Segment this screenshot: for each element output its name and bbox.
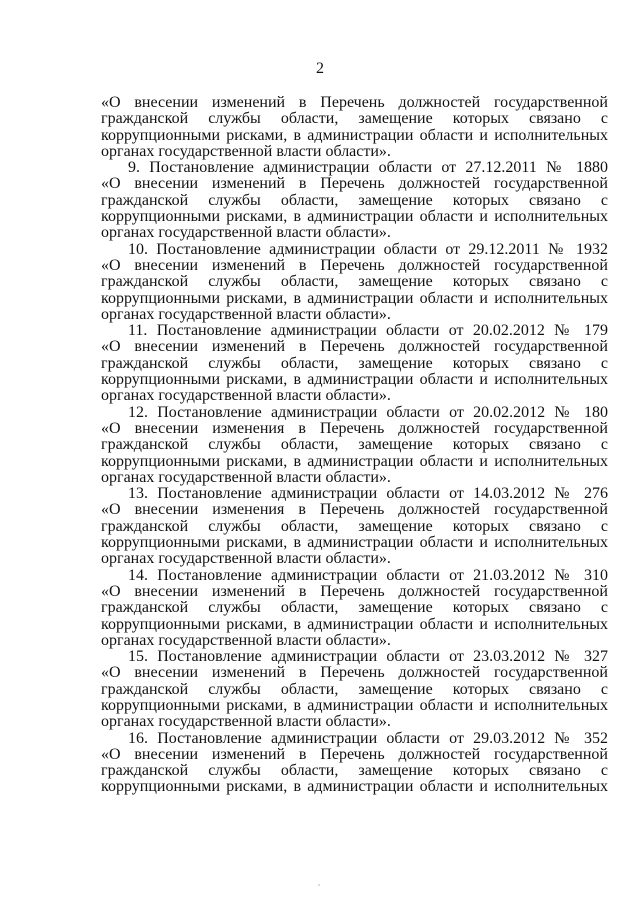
text-line: «О внесении изменений в Перечень должностей государственной — [101, 745, 608, 763]
paragraph-first-line: 9. Постановление администрации области от 27.12.2011 № 1880 — [128, 159, 608, 177]
text-line: коррупционными рисками, в администрации области и исполнительных — [101, 208, 608, 226]
text-line: органах государственной власти области». — [101, 631, 391, 649]
text-line: органах государственной власти области». — [101, 142, 391, 160]
text-line: гражданской службы области, замещение которых связано с — [101, 680, 608, 698]
text-line: «О внесении изменений в Перечень должностей государственной — [101, 338, 608, 356]
text-line: гражданской службы области, замещение которых связано с — [101, 110, 608, 128]
text-line: коррупционными рисками, в администрации области и исполнительных — [101, 452, 608, 470]
text-line: коррупционными рисками, в администрации области и исполнительных — [101, 289, 608, 307]
paragraph-first-line: 15. Постановление администрации области от 23.03.2012 № 327 — [128, 648, 608, 666]
text-line: органах государственной власти области». — [101, 224, 391, 242]
paragraph-first-line: 14. Постановление администрации области от 21.03.2012 № 310 — [128, 566, 608, 584]
text-line: гражданской службы области, замещение которых связано с — [101, 517, 608, 535]
text-line: органах государственной власти области». — [101, 468, 391, 486]
scan-speck — [318, 884, 320, 886]
text-line: коррупционными рисками, в администрации области и исполнительных — [101, 534, 608, 552]
text-line: гражданской службы области, замещение которых связано с — [101, 436, 608, 454]
text-line: «О внесении изменений в Перечень должностей государственной — [101, 256, 608, 274]
document-body — [101, 95, 608, 796]
text-line: коррупционными рисками, в администрации области и исполнительных — [101, 778, 608, 796]
text-line: гражданской службы области, замещение которых связано с — [101, 273, 608, 291]
text-line: гражданской службы области, замещение которых связано с — [101, 762, 608, 780]
text-line: «О внесении изменений в Перечень должностей государственной — [101, 175, 608, 193]
text-line: органах государственной власти области». — [101, 387, 391, 405]
paragraph-first-line: 16. Постановление администрации области от 29.03.2012 № 352 — [128, 729, 608, 747]
text-line: «О внесении изменений в Перечень должностей государственной — [101, 664, 608, 682]
text-line: «О внесении изменений в Перечень должностей государственной — [101, 582, 608, 600]
text-line: гражданской службы области, замещение которых связано с — [101, 191, 608, 209]
text-line: «О внесении изменений в Перечень должностей государственной — [101, 94, 608, 111]
paragraph-first-line: 12. Постановление администрации области от 20.02.2012 № 180 — [128, 403, 608, 421]
text-line: коррупционными рисками, в администрации области и исполнительных — [101, 371, 608, 389]
page-number: 2 — [316, 60, 324, 77]
paragraph-first-line: 10. Постановление администрации области от 29.12.2011 № 1932 — [128, 240, 608, 258]
text-line: коррупционными рисками, в администрации области и исполнительных — [101, 126, 608, 144]
text-line: гражданской службы области, замещение которых связано с — [101, 354, 608, 372]
text-line: гражданской службы области, замещение которых связано с — [101, 599, 608, 617]
paragraph-first-line: 11. Постановление администрации области от 20.02.2012 № 179 — [128, 322, 608, 340]
paragraph-first-line: 13. Постановление администрации области от 14.03.2012 № 276 — [128, 485, 608, 503]
text-line: коррупционными рисками, в администрации области и исполнительных — [101, 696, 608, 714]
text-line: органах государственной власти области». — [101, 550, 391, 568]
text-line: органах государственной власти области». — [101, 713, 391, 731]
text-line: «О внесении изменения в Перечень должностей государственной — [101, 501, 608, 519]
text-line: «О внесении изменения в Перечень должностей государственной — [101, 419, 608, 437]
text-line: органах государственной власти области». — [101, 305, 391, 323]
text-line: коррупционными рисками, в администрации области и исполнительных — [101, 615, 608, 633]
